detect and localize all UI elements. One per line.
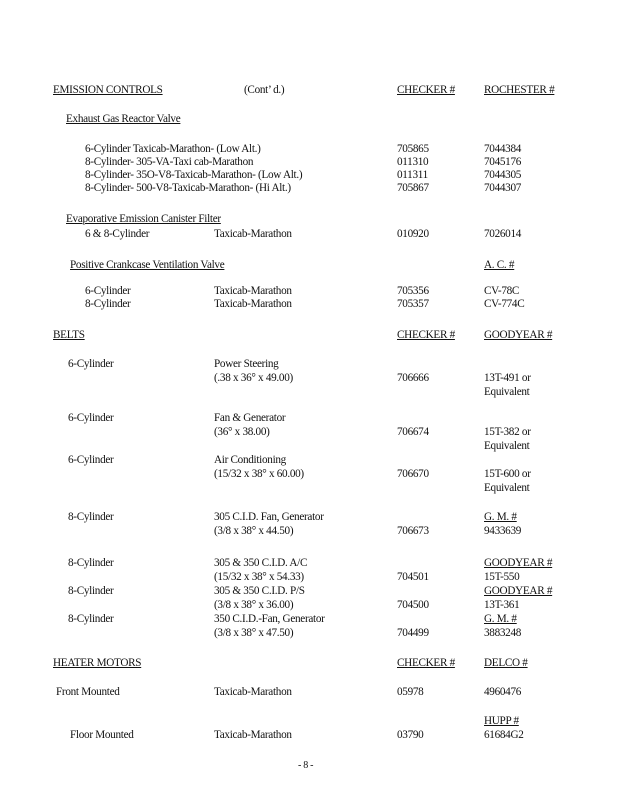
belt-description: Fan & Generator [214,412,286,424]
checker-number: 706674 [397,426,429,438]
belt-description: Air Conditioning [214,454,286,466]
supplier-label-gm: G. M. # [484,511,517,523]
section-title-belts: BELTS [53,329,85,341]
part-description: 8-Cylinder- 35O-V8-Taxicab-Marathon- (Low Alt.) [85,169,303,181]
checker-number: 010920 [397,228,429,240]
supplier-label-goodyear: GOODYEAR # [484,585,553,597]
model: Taxicab-Marathon [214,298,292,310]
supplier-number: 15T-382 or [484,426,531,438]
supplier-number: 13T-491 or [484,372,531,384]
belt-dimensions: (.38 x 36° x 49.00) [214,372,293,384]
belt-dimensions: (15/32 x 38° x 54.33) [214,571,304,583]
supplier-note: Equivalent [484,482,530,494]
model: Taxicab-Marathon [214,686,292,698]
engine-type: 6 & 8-Cylinder [85,228,150,240]
column-header-checker: CHECKER # [397,657,455,669]
belt-description: 350 C.I.D.-Fan, Generator [214,613,325,625]
belt-description: 305 & 350 C.I.D. P/S [214,585,305,597]
supplier-number: 4960476 [484,686,522,698]
checker-number: 705356 [397,285,429,297]
part-description: 8-Cylinder- 500-V8-Taxicab-Marathon- (Hi Alt.) [85,182,291,194]
checker-number: 706666 [397,372,429,384]
part-description: 6-Cylinder Taxicab-Marathon- (Low Alt.) [85,143,261,155]
checker-number: 705867 [397,182,429,194]
column-header-rochester: ROCHESTER # [484,84,555,96]
supplier-number: 7045176 [484,156,522,168]
checker-number: 706673 [397,525,429,537]
model: Taxicab-Marathon [214,285,292,297]
supplier-label-hupp: HUPP # [484,715,519,727]
supplier-note: Equivalent [484,386,530,398]
supplier-number: 9433639 [484,525,522,537]
engine-type: 6-Cylinder [68,454,114,466]
section-title-heater-motors: HEATER MOTORS [53,657,142,669]
checker-number: 011311 [397,169,428,181]
supplier-label-goodyear: GOODYEAR # [484,557,553,569]
subsection-title-evap-canister: Evaporative Emission Canister Filter [66,213,221,225]
checker-number: 705865 [397,143,429,155]
belt-dimensions: (3/8 x 38° x 36.00) [214,599,294,611]
checker-number: 011310 [397,156,429,168]
subsection-title-egr-valve: Exhaust Gas Reactor Valve [66,113,181,125]
belt-description: 305 & 350 C.I.D. A/C [214,557,308,569]
supplier-note: Equivalent [484,440,530,452]
belt-dimensions: (36° x 38.00) [214,426,270,438]
continued-label: (Cont’ d.) [244,84,285,96]
subsection-title-pcv-valve: Positive Crankcase Ventilation Valve [70,259,225,271]
model: Taxicab-Marathon [214,228,292,240]
part-description: 8-Cylinder- 305-VA-Taxi cab-Marathon [85,156,254,168]
supplier-number: CV-774C [484,298,525,310]
supplier-number: CV-78C [484,285,520,297]
checker-number: 03790 [397,729,424,741]
checker-number: 05978 [397,686,424,698]
engine-type: 8-Cylinder [68,511,114,523]
column-header-goodyear: GOODYEAR # [484,329,553,341]
supplier-number: 15T-550 [484,571,520,583]
section-title-emission-controls: EMISSION CONTROLS [53,84,163,96]
belt-dimensions: (3/8 x 38° x 47.50) [214,627,294,639]
supplier-number: 61684G2 [484,729,524,741]
column-header-ac: A. C. # [484,259,515,271]
belt-dimensions: (3/8 x 38° x 44.50) [214,525,294,537]
model: Taxicab-Marathon [214,729,292,741]
engine-type: 8-Cylinder [85,298,131,310]
mount-type: Front Mounted [56,686,120,698]
engine-type: 8-Cylinder [68,613,114,625]
checker-number: 704500 [397,599,429,611]
belt-dimensions: (15/32 x 38° x 60.00) [214,468,304,480]
supplier-number: 7044307 [484,182,522,194]
checker-number: 705357 [397,298,429,310]
supplier-number: 7044384 [484,143,522,155]
engine-type: 8-Cylinder [68,557,114,569]
engine-type: 6-Cylinder [68,412,114,424]
supplier-number: 7044305 [484,169,522,181]
column-header-checker: CHECKER # [397,84,455,96]
checker-number: 704499 [397,627,429,639]
belt-description: Power Steering [214,358,279,370]
column-header-delco: DELCO # [484,657,528,669]
column-header-checker: CHECKER # [397,329,455,341]
mount-type: Floor Mounted [70,729,134,741]
supplier-number: 13T-361 [484,599,520,611]
supplier-number: 15T-600 or [484,468,531,480]
belt-description: 305 C.I.D. Fan, Generator [214,511,324,523]
supplier-number: 7026014 [484,228,522,240]
engine-type: 8-Cylinder [68,585,114,597]
page-number: - 8 - [298,760,314,771]
engine-type: 6-Cylinder [68,358,114,370]
engine-type: 6-Cylinder [85,285,131,297]
checker-number: 706670 [397,468,429,480]
supplier-number: 3883248 [484,627,522,639]
supplier-label-gm: G. M. # [484,613,517,625]
checker-number: 704501 [397,571,429,583]
